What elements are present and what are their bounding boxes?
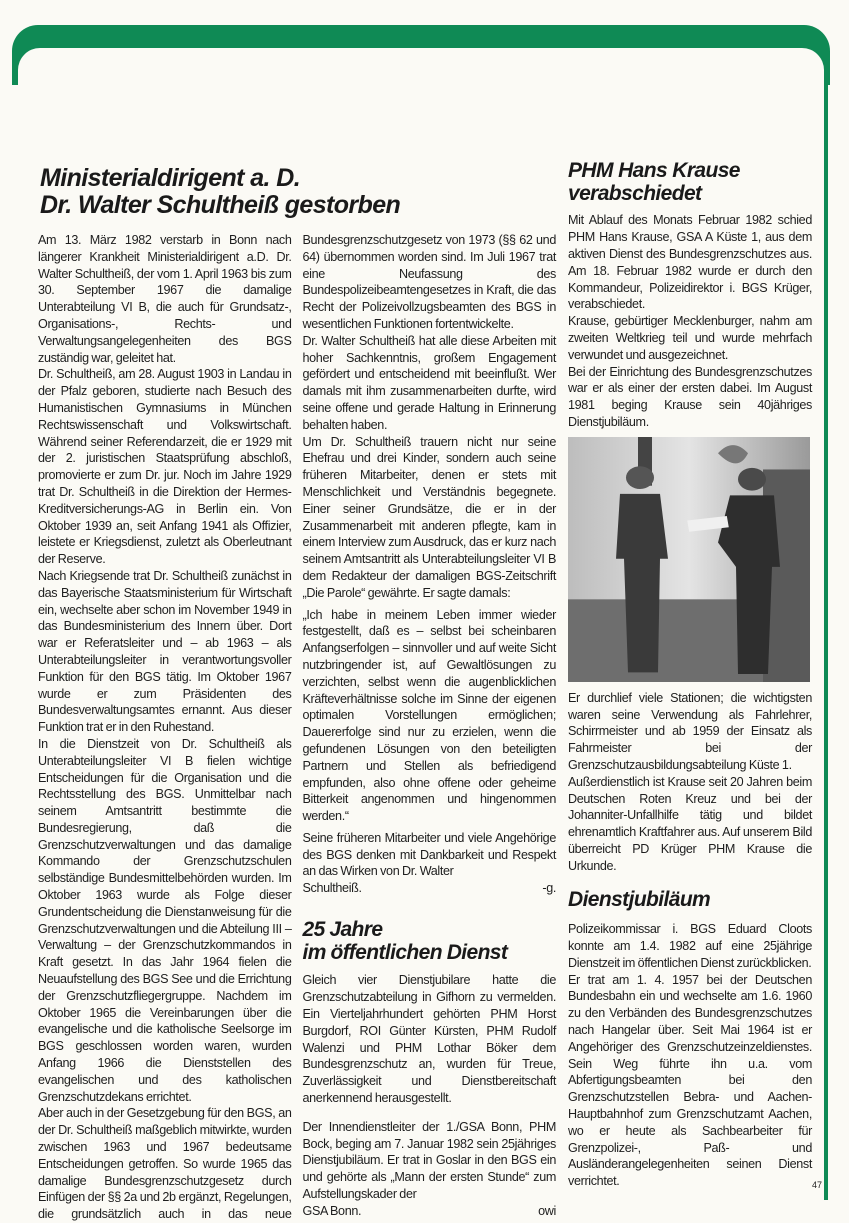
headline-line2: Dr. Walter Schultheiß gestorben (40, 191, 401, 219)
page-number: 47 (812, 1180, 823, 1190)
paragraph: In die Dienstzeit von Dr. Schultheiß als Unterabteilungsleiter VI B fielen wichtige Entscheidungen für die Organisation und die Rechtsstellung des BGS. Unmittelbar nach seinem Amtsantritt bestimmte die Bundesregierung, daß die Grenzschutzverwaltungen und das damalige Kommando der Grenzschutzschulen selbständige Bundesmittelbehörden wurden. Im Oktober 1963 wurde als Folge dieser Grundentscheidung die Dienstanweisung für die Grenzschutzverwaltungen und die Abteilung III – Verwaltung – der Grenzschutzkommandos in Kraft gesetzt. In das Jahr 1964 fielen die Neuaufstellung des BGS See und die Errichtung der Grenzschutzfliegergruppe. Nachdem im Oktober 1965 die Vereinbarungen über die evangelische und die katholische Seelsorge im BGS geschlossen worden waren, wurden Anfang 1966 die Dienststellen des evangelischen und des katholischen Grenzschutzdekans errichtet. (38, 736, 292, 1104)
quote: „Ich habe in meinem Leben immer wieder festgestellt, daß es – selbst bei scheinbaren Anfangserfolgen – sinnvoller und auf weite Sicht nutzbringender ist, auf Gewaltlösungen zu verzichten, selbst wenn die augenblicklichen Kräfteverhältnisse solche im Sinne der eigenen optimalen Vorstellungen ermöglichen; Dauererfolge sind nur zu erzielen, wenn die gefundenen Lösungen von den beteiligten Partnern und Stellen als befriedigend empfunden, also ohne offene oder geheime Bitterkeit angenommen und hingenommen werden.“ (302, 607, 556, 824)
paragraph: Der Innendienstleiter der 1./GSA Bonn, PHM Bock, beging am 7. Januar 1982 sein 25jähriges Dienstjubiläum. Er trat in Goslar in den BGS ein und gehörte als „Mann der ersten Stunde“ zum Aufstellungskader der (302, 1119, 556, 1201)
headline: Dienstjubiläum (568, 887, 711, 911)
paragraph: Mit Ablauf des Monats Februar 1982 schied PHM Hans Krause, GSA A Küste 1, aus dem aktiven Dienst des Bundesgrenzschutzes aus. Am 18. Februar 1982 wurde er durch den Kommandeur, Polizeidirektor i. BGS Krüger, verabschiedet. (568, 213, 812, 312)
headline-line2: im öffentlichen Dienst (302, 940, 508, 964)
paragraph: Dr. Schultheiß, am 28. August 1903 in Landau in der Pfalz geboren, studierte nach Besuch des Humanistischen Gymnasiums in München Rechtswissenschaft und Volkswirtschaft. Während seiner Referendarzeit, die er 1929 mit der 2. juristischen Staatsprüfung abschloß, promovierte er zum Dr. jur. Noch im Jahre 1929 trat Dr. Schultheiß in die Direktion der Hermes-Kreditversicherungs-AG in Berlin ein. Von Oktober 1939 an, seit Anfang 1941 als Offizier, leistete er Kriegsdienst, zuletzt als Oberleutnant der Reserve. (38, 367, 292, 567)
paragraph: Nach Kriegsende trat Dr. Schultheiß zunächst in das Bayerische Staatsministerium für Wirtschaft ein, wechselte aber schon im November 1949 in das Bundesministerium des Innern über. Dort war er Referatsleiter und – ab 1963 – als Unterabteilungsleiter in verantwortungsvoller Funktion für den BGS tätig. Im Oktober 1967 wurde er zum Präsidenten des Bundesverwaltungsamtes ernannt. Aus dieser Funktion trat er in den Ruhestand. (38, 568, 292, 735)
paragraph: Er trat am 1. 4. 1957 bei der Deutschen Bundesbahn ein und wechselte am 1.6. 1960 zu den Verbänden des Bundesgrenzschutzes nach Hangelar über. Seit Mai 1964 ist er Angehöriger des Grenzschutzeinzeldienstes. Sein Weg führte ihn u.a. vom Abfertigungsbeamten bei den Grenzschutzstellen Bebra- und Aachen-Hauptbahnhof zum Grenzschutzamt Aachen, wo er heute als Sachbearbeiter für Grenzpolizei-, Paß- und Ausländerangelegenheiten seinen Dienst verrichtet. (568, 972, 812, 1189)
paragraph: Außerdienstlich ist Krause seit 20 Jahren beim Deutschen Roten Kreuz und bei der Johanniter-Unfallhilfe tätig und bildet ehrenamtlich Kraftfahrer aus. Auf unserem Bild überreicht PD Krüger PHM Krause die Urkunde. (568, 774, 812, 873)
dienstjubilaeum-body (568, 921, 812, 1190)
paragraph: Er durchlief viele Stationen; die wichtigsten waren seine Verwendung als Fahrlehrer, Schirrmeister und ab 1959 der Einsatz als Fahrmeister bei der Grenzschutzausbildungsabteilung Küste 1. (568, 690, 812, 772)
paragraph: Polizeikommissar i. BGS Eduard Cloots konnte am 1.4. 1982 auf eine 25jährige Dienstzeit im öffentlichen Dienst zurückblicken. (568, 922, 812, 970)
closing-end: Schultheiß. (302, 881, 362, 896)
paragraph: Gleich vier Dienstjubilare hatte die Grenzschutzabteilung in Gifhorn zu vermelden. Ein Vierteljahrhundert gehörten PHM Horst Burgdorf, ROI Günter Kürsten, PHM Rudolf Walenzi und PHM Lothar Böker dem Bundesgrenzschutz an, wurden für Treue, Zuverlässigkeit und Dienstbereitschaft anerkennend herausgestellt. (302, 973, 556, 1105)
headline-line1: Ministerialdirigent a. D. (40, 164, 301, 192)
obituary-headline (40, 165, 510, 219)
krause-body-top (568, 212, 812, 430)
paragraph: Aber auch in der Gesetzgebung für den BGS, an der Dr. Schultheiß maßgeblich mitwirkte, wurden zwischen 1963 und 1967 bedeutsame Entscheidungen getroffen. So wurde 1965 das damalige Bundesgrenzschutzgesetz durch Einfügen der §§ 2a und 2b ergänzt, Regelungen, die grundsätzlich auch in das neue Bundesgrenzschutzgesetz von 1973 (§§ 62 und 64) übernommen worden sind. Im Juli 1967 trat eine Neufassung des Bundespolizeibeamtengesetzes in Kraft, die das Recht der Polizeivollzugsbeamten des BGS in wesentlichen Funktionen fortentwickelte. (38, 233, 556, 1222)
headline-line1: 25 Jahre (302, 918, 383, 942)
photo-handover-ceremony (568, 437, 810, 682)
signature: -g. (542, 881, 556, 896)
krause-body-bottom (568, 690, 812, 875)
krause-headline (568, 160, 812, 205)
paragraph: Krause, gebürtiger Mecklenburger, nahm am zweiten Weltkrieg teil und wurde mehrfach verwundet und ausgezeichnet. (568, 314, 812, 362)
paragraph: Am 13. März 1982 verstarb in Bonn nach längerer Krankheit Ministerialdirigent a.D. Dr. Walter Schultheiß, der vom 1. April 1963 bis zum 30. September 1967 die damalige Unterabteilung VI B, die auch für Grundsatz-, Organisations-, Rechts- und Verwaltungsangelegenheiten des BGS zuständig war, geleitet hat. (38, 233, 292, 365)
paragraph: Bei der Einrichtung des Bundesgrenzschutzes war er als einer der ersten dabei. Im August 1981 beging Krause sein 40jähriges Dienstjubiläum. (568, 364, 812, 429)
paragraph: Dr. Walter Schultheiß hat alle diese Arbeiten mit hoher Sachkenntnis, großem Engagement gefördert und entscheidend mit beeinflußt. Wer damals mit ihm zusammenarbeiten durfte, wird seine offene und gerade Haltung in Erinnerung behalten haben. (302, 333, 556, 432)
signature: owi (538, 1203, 556, 1218)
headline-line1: PHM Hans Krause (568, 159, 740, 182)
paragraph: Um Dr. Schultheiß trauern nicht nur seine Ehefrau und drei Kinder, sondern auch seine früheren Mitarbeiter, denen er stets mit Menschlichkeit und Verständnis begegnete. Einer seiner Grundsätze, die er in der Zusammenarbeit mit anderen pflegte, kam in einem Interview zum Ausdruck, das er kurz nach seinem Amtsantritt als Unterabteilungsleiter VI B dem Redakteur der damaligen BGS-Zeitschrift „Die Parole“ gewährte. Er sagte damals: (302, 434, 556, 600)
obituary-body (38, 232, 556, 1223)
right-border-line (824, 60, 828, 1200)
closing-paragraph: Seine früheren Mitarbeiter und viele Angehörige des BGS denken mit Dankbarkeit und Respekt an das Wirken von Dr. Walter (302, 830, 556, 879)
dienstjubilaeum-headline (568, 889, 812, 912)
right-column (568, 160, 812, 1190)
article-25-jahre (303, 897, 557, 1220)
paragraph-end: GSA Bonn. (302, 1203, 362, 1218)
headline-line2: verabschiedet (568, 181, 702, 205)
